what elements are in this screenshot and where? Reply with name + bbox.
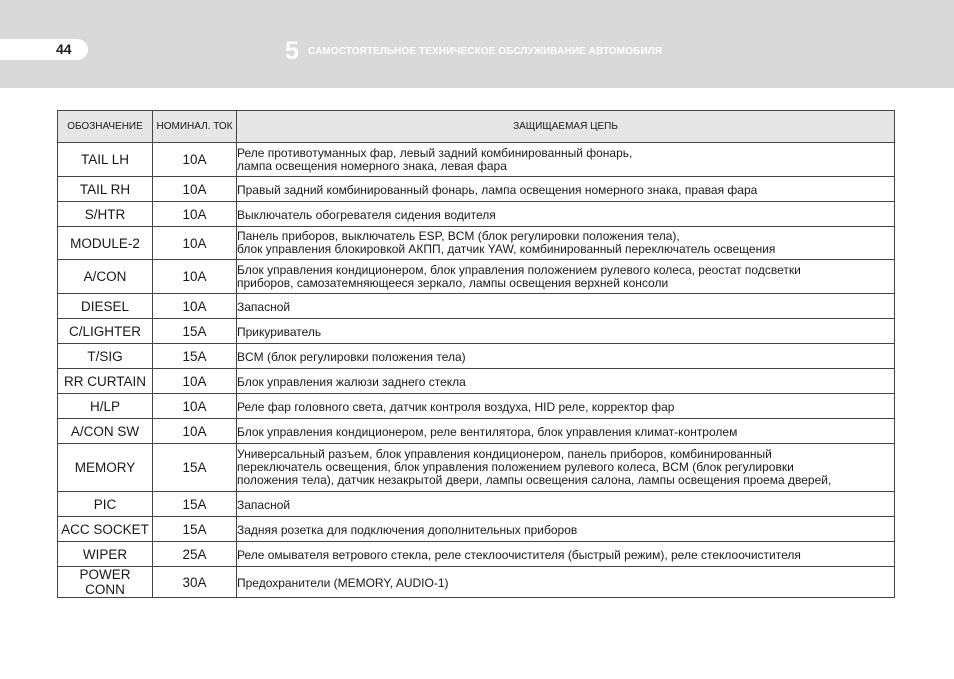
fuse-designation: A/CON [58,260,153,294]
table-row [58,394,895,419]
fuse-designation: MEMORY [58,444,153,492]
chapter-title: САМОСТОЯТЕЛЬНОЕ ТЕХНИЧЕСКОЕ ОБСЛУЖИВАНИЕ АВТОМОБИЛЯ [308,46,663,57]
protected-circuit [237,492,895,517]
circuit-line: Реле фар головного света, датчик контроля воздуха, HID реле, корректор фар [237,399,675,414]
protected-circuit [237,369,895,394]
fuse-designation: WIPER [58,542,153,567]
fuse-rated-current: 10A [153,177,237,202]
circuit-line: положения тела), датчик незакрытой двери, лампы освещения салона, лампы освещения проема дверей, [237,473,832,487]
protected-circuit [237,227,895,260]
fuse-rated-current: 10A [153,369,237,394]
fuse-designation: RR CURTAIN [58,369,153,394]
circuit-line: Блок управления кондиционером, блок управления положением рулевого колеса, реостат подсветки [237,262,801,277]
protected-circuit [237,542,895,567]
circuit-line: Реле противотуманных фар, левый задний комбинированный фонарь, [237,145,633,160]
table-header-row [58,111,895,143]
protected-circuit [237,444,895,492]
fuse-rated-current: 10A [153,143,237,177]
protected-circuit [237,567,895,598]
fuse-designation: MODULE-2 [58,227,153,260]
table-row [58,143,895,177]
page-number: 44 [56,41,72,57]
fuse-rated-current: 10A [153,294,237,319]
column-header-designation: ОБОЗНАЧЕНИЕ [58,111,153,143]
protected-circuit [237,419,895,444]
circuit-line: Выключатель обогревателя сидения водителя [237,207,496,222]
table-row [58,419,895,444]
fuse-rated-current: 30A [153,567,237,598]
fuse-designation: TAIL LH [58,143,153,177]
protected-circuit [237,344,895,369]
circuit-line: Предохранители (MEMORY, AUDIO-1) [237,575,449,590]
protected-circuit [237,202,895,227]
table-row [58,492,895,517]
circuit-line: Реле омывателя ветрового стекла, реле стеклоочистителя (быстрый режим), реле стеклоочистителя [237,547,801,562]
fuse-rated-current: 10A [153,202,237,227]
page-number-tab [0,39,88,60]
table-row [58,260,895,294]
fuse-designation: PIC [58,492,153,517]
fuse-rated-current: 15A [153,517,237,542]
fuse-rated-current: 10A [153,260,237,294]
fuse-rated-current: 25A [153,542,237,567]
table-row [58,227,895,260]
circuit-line: Запасной [237,497,291,512]
table-row [58,517,895,542]
circuit-line: Прикуриватель [237,324,322,339]
fuse-designation: H/LP [58,394,153,419]
fuse-rated-current: 15A [153,492,237,517]
fuse-designation: ACC SOCKET [58,517,153,542]
protected-circuit [237,319,895,344]
protected-circuit [237,517,895,542]
fuse-table [57,110,895,598]
fuse-designation: C/LIGHTER [58,319,153,344]
circuit-line: блок управления блокировкой АКПП, датчик YAW, комбинированный переключатель освещения [237,242,776,256]
table-row [58,567,895,598]
fuse-rated-current: 10A [153,419,237,444]
circuit-line: BCM (блок регулировки положения тела) [237,349,466,364]
table-row [58,177,895,202]
circuit-line: Правый задний комбинированный фонарь, лампа освещения номерного знака, правая фара [237,182,758,197]
fuse-designation: T/SIG [58,344,153,369]
column-header-rated-current: НОМИНАЛ. ТОК [153,111,237,143]
table-row [58,542,895,567]
circuit-line: Задняя розетка для подключения дополнительных приборов [237,522,578,537]
protected-circuit [237,143,895,177]
table-row [58,319,895,344]
protected-circuit [237,177,895,202]
circuit-line: Панель приборов, выключатель ESP, BCM (блок регулировки положения тела), [237,229,680,243]
circuit-line: переключатель освещения, блок управления положением рулевого колеса, BCM (блок регулировки [237,460,794,474]
circuit-line: Блок управления жалюзи заднего стекла [237,374,466,389]
fuse-designation: TAIL RH [58,177,153,202]
fuse-designation: POWER CONN [58,567,153,598]
circuit-line: Запасной [237,299,291,314]
circuit-line: лампа освещения номерного знака, левая фара [237,158,507,173]
fuse-rated-current: 15A [153,444,237,492]
fuse-table-body [58,143,895,598]
circuit-line: приборов, самозатемняющееся зеркало, лампы освещения верхней консоли [237,275,669,290]
chapter-number: 5 [285,37,299,65]
table-row [58,202,895,227]
table-row [58,369,895,394]
table-row [58,344,895,369]
table-row [58,294,895,319]
page-header [0,0,954,88]
fuse-designation: A/CON SW [58,419,153,444]
circuit-line: Универсальный разъем, блок управления кондиционером, панель приборов, комбинированный [237,447,772,461]
protected-circuit [237,394,895,419]
fuse-designation: DIESEL [58,294,153,319]
circuit-line: Блок управления кондиционером, реле вентилятора, блок управления климат-контролем [237,424,738,439]
fuse-rated-current: 10A [153,227,237,260]
protected-circuit [237,260,895,294]
fuse-rated-current: 15A [153,344,237,369]
column-header-protected-circuit: ЗАЩИЩАЕМАЯ ЦЕПЬ [237,111,895,143]
table-row [58,444,895,492]
fuse-rated-current: 10A [153,394,237,419]
fuse-designation: S/HTR [58,202,153,227]
protected-circuit [237,294,895,319]
fuse-rated-current: 15A [153,319,237,344]
